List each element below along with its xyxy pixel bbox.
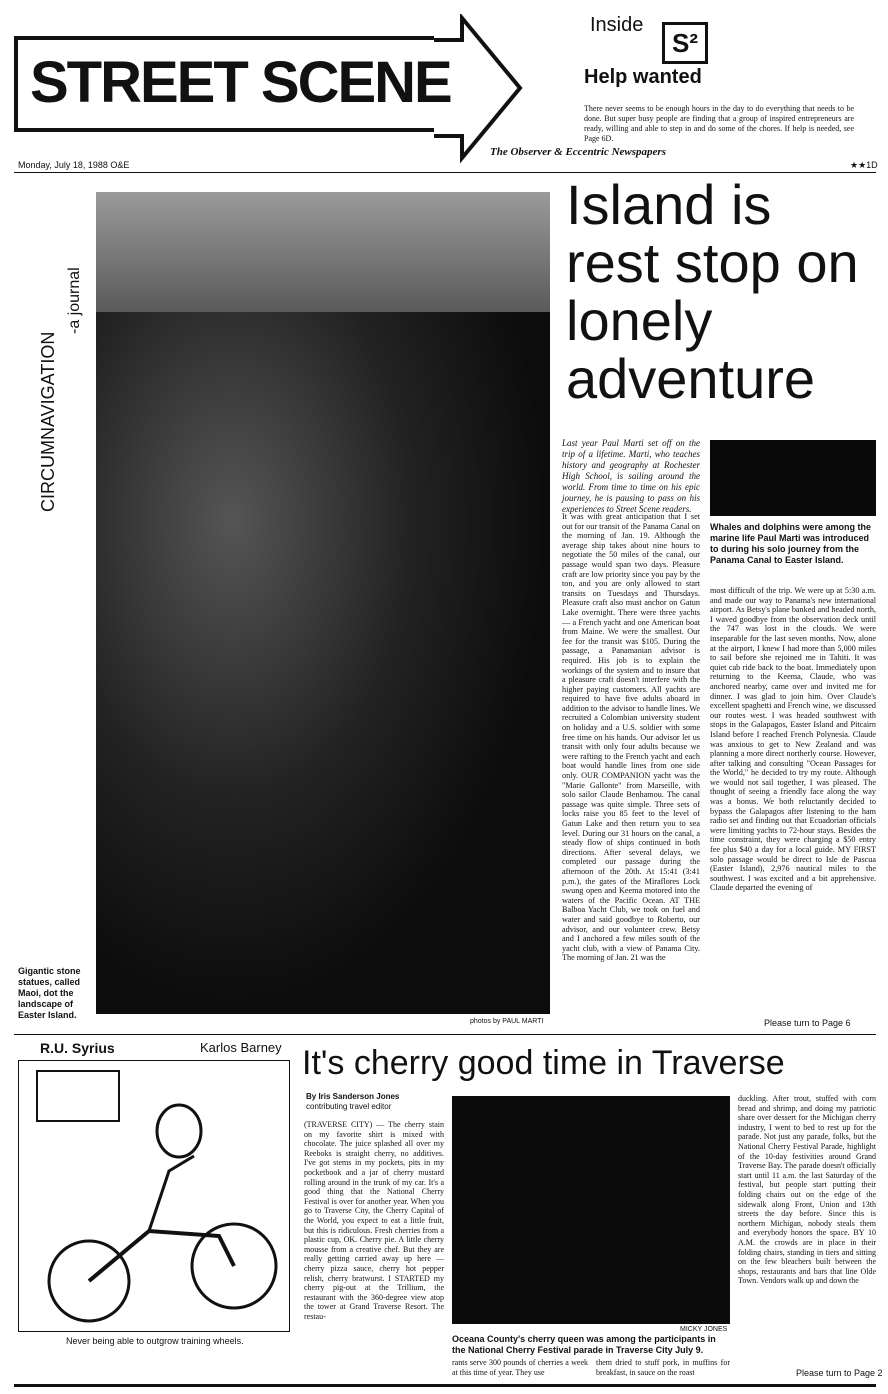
inside-teaser: There never seems to be enough hours in the day to do everything that needs to be done. But super busy people are finding that a group of inspired entrepreneurs are ready, willing and able to step in and do some of the chores. If help is needed, see Page 6D. xyxy=(584,104,854,143)
photo-sky xyxy=(96,192,550,312)
byline-name: By Iris Sanderson Jones xyxy=(306,1092,400,1101)
jump-line: Please turn to Page 2 xyxy=(796,1368,883,1378)
photo-caption: Oceana County's cherry queen was among the participants in the National Cherry Festival parade in Traverse City July 9. xyxy=(452,1334,716,1355)
cartoon-title: R.U. Syrius xyxy=(40,1040,115,1056)
byline xyxy=(306,1092,399,1112)
paper-name: The Observer & Eccentric Newspapers xyxy=(490,146,666,158)
story-column: duckling. After trout, stuffed with corn bread and shrimp, and doing my patriotic share over dessert for the Michigan cherry industry, I went to bed to rest up for the parade. Not just any parade, folks, but the National Cherry Festival Parade, highlight of the 10-day festivities around Grand Traverse Bay. The parade doesn't officially start until 11 a.m. the last Saturday of the festival, but people start putting their folding chairs out on the edge of the sidewalk along Front, Union and 13th streets the day before. Since this is northern Michigan, nobody steals them and everybody honors the space. BY 10 A.M. the crowds are in place in their folding chairs, standing in tiers and sitting on the few bleachers built between the shops, restaurants and bars that line Olde Town. Vendors walk up and down the xyxy=(738,1094,876,1286)
story-intro: Last year Paul Marti set off on the trip of a lifetime. Marti, who teaches history and geography at Rochester High School, is sailing around the world. From time to time on his epic journey, he is pausing to pass on his experiences to Street Scene readers. xyxy=(562,438,700,514)
story-column: most difficult of the trip. We were up at 5:30 a.m. and made our way to Panama's new international airport. As Betsy's plane banked and headed north, I waved goodbye from the observation deck until the 747 was lost in the clouds. We were inseparable for the last seven months. Now, alone at the airport, I knew I had more than 5,000 miles to sail before she rejoined me in Tahiti. It was quiet cab ride back to the boat. Immediately upon returning to the Keema, Claude, who was anchored nearby, came over and invited me for dinner. I was glad to join him. Over Claude's excellent spaghetti and French wine, we discussed our routes west. I was headed southwest with stops in the Galapagos, Easter Island and Pitcairn Island before I reached French Polynesia. Claude was anxious to get to New Zealand and was planning a more direct northerly course. However, after talking and consulting "Ocean Passages for the World," he decided to try my route. Although we would not sail together, I was pleased. The thought of seeing a friendly face along the way was a bonus. We both reluctantly decided to bypass the Galapagos after listening to the ham radio set and finding out that Ecuadorian officials were limiting yachts to 72-hour stays. Besides the time constraint, they were charging a $50 entry fee plus $40 a day for a local guide. MY FIRST solo passage would be direct to Isle de Pascua (Easter Island), 2,976 nautical miles to the southwest. I was excited and a bit apprehensive. Claude departed the evening of xyxy=(710,586,876,893)
story-column: It was with great anticipation that I set out for our transit of the Panama Canal on the morning of Jan. 19. Although the average ship takes about nine hours to negotiate the 50 miles of the canal, our passage would span two days. Pleasure craft are low priority since you pay by the ton, and you are only allowed to start transits on Tuesdays and Thursdays. Pleasure craft also must anchor on Gatun Lake overnight. There were three yachts — a French yacht and one American boat from Maine. We were the smallest. Our fee for the transit was $105. During the passage, a Panamanian advisor is required. His job is to explain the workings of the system and to insure that a pleasure craft doesn't interfere with the higher paying customers. All yachts are required to have five adults aboard in addition to the advisor to handle lines. We recruited a Colombian university student on holiday and a U.S. soldier with some free time on his hands. Our advisor let us transit with only four adults because we were rafting to the French yacht and each boat would handle lines from one side only. OUR COMPANION yacht was the "Marie Gallonte" from Marseille, with solo sailor Claude Benhamou. The canal passage was quite simple. Three sets of locks raise you 85 feet to the level of Gatun Lake and then return you to sea level. During our 31 hours on the canal, a steady flow of ships continued in both directions. After several delays, we completed our passage during the afternoon of the 20th. At 15:41 (3:41 p.m.), the gates of the Miraflores Lock swung open and Keema motored into the waters of the Pacific Ocean. AT THE Balboa Yacht Club, we took on fuel and water and said goodbye to Roberto, our advisor, and our volunteer crew. Betsy and I anchored a few miles south of the yacht club, with a view of Panama City. The morning of Jan. 21 was the xyxy=(562,512,700,963)
divider xyxy=(14,1034,876,1035)
byline-role: contributing travel editor xyxy=(306,1102,392,1111)
story-column: rants serve 300 pounds of cherries a week at this time of year. They use xyxy=(452,1358,588,1377)
marine-life-photo xyxy=(710,440,876,516)
masthead-title: STREET SCENE xyxy=(30,50,451,115)
section-kicker: CIRCUMNAVIGATION xyxy=(38,331,58,512)
story-headline: Island is rest stop on lonely adventure xyxy=(566,173,859,410)
footer-rule xyxy=(14,1384,876,1387)
photo-caption: Gigantic stone statues, called Maoi, dot the landscape of Easter Island. xyxy=(18,966,81,1020)
section-logo: S² xyxy=(662,22,708,64)
issue-date: Monday, July 18, 1988 O&E xyxy=(18,160,130,170)
photo-credit: photos by PAUL MARTI xyxy=(470,1018,544,1025)
story-column: them dried to stuff pork, in muffins for breakfast, in sauce on the roast xyxy=(596,1358,730,1377)
cartoon-drawing xyxy=(19,1061,289,1331)
cartoon-caption: Never being able to outgrow training wheels. xyxy=(66,1336,244,1346)
inside-headline: Help wanted xyxy=(584,66,702,88)
edition-mark: ★★1D xyxy=(850,160,878,170)
section-subkicker: -a journal xyxy=(66,267,83,334)
inside-label: Inside xyxy=(590,14,644,36)
story-headline: It's cherry good time in Traverse xyxy=(302,1044,785,1082)
inset-caption: Whales and dolphins were among the marine life Paul Marti was introduced to during his solo journey from the Panama Canal to Easter Island. xyxy=(710,522,872,565)
story-column: (TRAVERSE CITY) — The cherry stain on my favorite shirt is mixed with chocolate. The juice splashed all over my Reeboks is straight cherry, no additives. I've got stems in my pockets, pits in my pocketbook and a jar of cherry mustard rolling around in the trunk of my car. It's a good thing that the National Cherry Festival is over for another year. When you go to Traverse City, the Cherry Capital of the World, you expect to eat a little fruit, but this is ridiculous. Fresh cherries from a plastic cup, OK. Cherry pie. A little cherry mousse from a creative chef. But they are really getting carried away up here — cherry pizza sauce, cherry hot pepper relish, cherry bratwurst. I STARTED my cherry pig-out at the Trillium, the restaurant with the 360-degree view atop the tower at Grand Traverse Resort. The restau- xyxy=(304,1120,444,1321)
easter-island-photo xyxy=(96,192,550,1014)
cartoon-panel xyxy=(18,1060,290,1332)
photo-credit: MICKY JONES xyxy=(680,1326,728,1333)
jump-line: Please turn to Page 6 xyxy=(764,1018,851,1028)
cartoon-author: Karlos Barney xyxy=(200,1040,282,1055)
cherry-queen-photo xyxy=(452,1096,730,1324)
